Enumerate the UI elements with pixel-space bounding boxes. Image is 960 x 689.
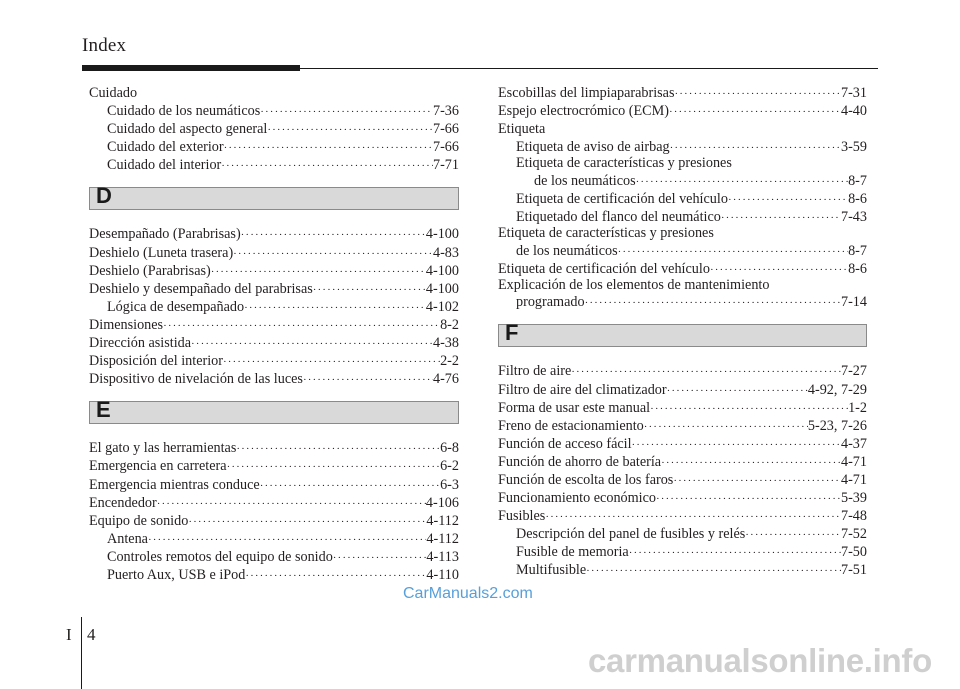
entry-page: 4-113 [426,548,459,565]
entry-page: 7-66 [432,139,459,156]
entry-page: 5-23, 7-26 [807,417,867,434]
index-entry[interactable] [89,244,459,262]
index-entry[interactable] [89,352,459,370]
dot-leader [313,285,426,296]
index-entry[interactable] [89,494,459,512]
index-entry[interactable] [498,435,867,453]
entry-label: Descripción del panel de fusibles y relés [516,526,746,543]
entry-label: Antena [107,530,148,547]
entry-label: Función de acceso fácil [498,435,632,452]
dot-leader [233,249,433,260]
entry-label: Deshielo (Luneta trasera) [89,244,234,261]
entry-page: 2-2 [440,353,459,370]
dot-leader [618,247,848,258]
section-letter-bar-d [89,183,459,210]
entry-page: 7-27 [840,363,867,380]
entry-page: 4-110 [426,566,459,583]
index-entry[interactable] [498,471,867,489]
entry-label: Etiquetado del flanco del neumático [516,209,721,226]
entry-label: Emergencia mientras conduce [89,476,260,493]
entry-label: Freno de estacionamiento [498,417,644,434]
index-entry[interactable] [89,370,459,388]
entry-page: 7-48 [840,508,867,525]
entry-label: Cuidado del interior [107,157,222,174]
dot-leader [669,107,841,118]
entry-label: Etiqueta de certificación del vehículo [498,260,710,277]
index-entry[interactable] [89,156,459,174]
dot-leader [267,125,433,136]
entry-label: Cuidado de los neumáticos [107,103,261,120]
index-entry[interactable] [498,417,867,435]
entry-page: 6-2 [440,458,459,475]
footer-section-letter: I [66,625,72,644]
entry-page: 8-6 [848,190,867,207]
entry-label: Forma de usar este manual [498,399,651,416]
dot-leader [211,267,426,278]
entry-page: 6-8 [440,440,459,457]
index-entry[interactable] [498,102,867,120]
entry-label: Dispositivo de nivelación de las luces [89,371,303,388]
index-entry[interactable] [89,225,459,243]
dot-leader [721,213,841,224]
index-entry[interactable] [498,399,867,417]
dot-leader [585,298,841,309]
entry-label: Puerto Aux, USB e iPod [107,566,246,583]
dot-leader [224,143,433,154]
index-heading-etiqueta: Etiqueta [498,121,546,138]
entry-label: Cuidado del aspecto general [107,121,268,138]
entry-label-line1: Etiqueta de características y presiones [498,225,714,242]
entry-label: Escobillas del limpiaparabrisas [498,85,675,101]
index-entry[interactable] [89,439,459,457]
entry-label: Filtro de aire [498,363,572,380]
entry-page: 7-43 [840,209,867,226]
entry-label: Etiqueta de aviso de airbag [516,139,670,156]
dot-leader [656,494,841,505]
index-entry[interactable] [89,280,459,298]
entry-page: 7-14 [840,294,867,311]
entry-page: 4-38 [432,335,459,352]
index-entry[interactable] [89,138,459,156]
entry-label: Disposición del interior [89,353,223,370]
entry-label: Lógica de desempañado [107,298,245,315]
dot-leader [745,530,841,541]
dot-leader [661,458,841,469]
entry-label: El gato y las herramientas [89,440,237,457]
index-entry[interactable] [498,543,867,561]
dot-leader [191,339,433,350]
index-entry[interactable] [498,190,867,208]
dot-leader [241,230,426,241]
entry-label: Encendedor [89,494,157,511]
entry-page: 7-66 [432,121,459,138]
entry-page: 4-106 [425,494,459,511]
dot-leader [188,517,426,528]
index-entry[interactable] [89,334,459,352]
entry-label-line2: de los neumáticos [534,172,636,189]
index-entry[interactable] [89,530,459,548]
entry-page: 7-51 [840,562,867,579]
section-letter-bar-e [89,397,459,424]
dot-leader [260,481,440,492]
entry-page: 8-6 [848,260,867,277]
entry-page: 8-2 [440,316,459,333]
entry-page: 4-112 [426,530,459,547]
footer-page-number: 4 [87,625,96,644]
entry-page: 3-59 [840,139,867,156]
dot-leader [667,386,808,397]
index-entry[interactable] [498,362,867,380]
dot-leader [636,177,848,188]
entry-label: Multifusible [516,562,587,579]
entry-page: 4-76 [432,371,459,388]
entry-page: 4-37 [840,435,867,452]
index-column-left [89,84,459,584]
section-letter: F [505,320,519,346]
index-entry[interactable] [89,120,459,138]
index-entry[interactable] [498,453,867,471]
dot-leader [227,462,441,473]
entry-page: 4-71 [840,472,867,488]
entry-label: Etiqueta de certificación del vehículo [516,190,728,207]
entry-page: 1-2 [848,399,867,416]
index-heading-cuidado: Cuidado [89,85,138,101]
page-header-title: Index [82,35,127,56]
entry-page: 7-31 [840,85,867,101]
index-entry[interactable] [89,262,459,280]
footer-divider [81,617,82,689]
dot-leader [673,476,841,487]
entry-label: Deshielo y desempañado del parabrisas [89,280,313,297]
dot-leader [586,566,841,577]
entry-page: 4-112 [426,512,459,529]
entry-label: Fusible de memoria [516,544,629,561]
dot-leader [303,375,433,386]
entry-page: 4-100 [425,280,459,297]
entry-label: Controles remotos del equipo de sonido [107,548,333,565]
index-entry[interactable] [89,512,459,530]
dot-leader [670,143,841,154]
entry-label: Emergencia en carretera [89,458,227,475]
index-entry[interactable] [498,489,867,507]
dot-leader [632,440,841,451]
index-entry[interactable] [498,84,867,102]
entry-page: 4-102 [425,298,459,315]
entry-page: 7-71 [432,157,459,174]
entry-label: Cuidado del exterior [107,139,224,156]
index-entry[interactable] [498,138,867,156]
section-letter: E [96,397,111,423]
dot-leader [675,89,841,100]
entry-page: 8-7 [848,172,867,189]
index-entry[interactable] [89,316,459,334]
dot-leader [650,404,848,415]
dot-leader [545,512,841,523]
entry-page: 7-36 [432,103,459,120]
entry-page: 4-100 [425,226,459,243]
entry-page: 5-39 [840,490,867,507]
dot-leader [223,357,440,368]
dot-leader [260,107,433,118]
header-rule-thin [300,68,878,69]
entry-page: 4-100 [425,262,459,279]
index-entry[interactable] [498,381,867,399]
entry-page: 7-52 [840,526,867,543]
index-entry-multiline[interactable] [498,226,867,260]
entry-label: Fusibles [498,508,546,525]
entry-label-line2: de los neumáticos [516,242,618,259]
entry-label-line1: Etiqueta de características y presiones [516,155,732,172]
dot-leader [221,161,433,172]
dot-leader [163,321,440,332]
index-entry[interactable] [498,525,867,543]
entry-page: 4-40 [840,103,867,120]
entry-label: Espejo electrocrómico (ECM) [498,103,669,120]
index-entry[interactable] [498,507,867,525]
entry-label: Funcionamiento económico [498,490,656,507]
entry-page: 7-50 [840,544,867,561]
index-entry[interactable] [498,208,867,226]
index-entry[interactable] [89,566,459,584]
header-rule-thick [82,65,300,71]
dot-leader [728,195,848,206]
dot-leader [710,265,848,276]
index-entry-multiline[interactable] [498,278,867,312]
section-letter-bar-f [498,320,867,347]
index-entry[interactable] [89,298,459,316]
index-entry[interactable] [89,476,459,494]
dot-leader [245,571,426,582]
entry-page: 4-92, 7-29 [807,381,867,398]
entry-label: Equipo de sonido [89,512,189,529]
dot-leader [629,548,841,559]
entry-label: Dimensiones [89,316,164,333]
entry-label: Deshielo (Parabrisas) [89,262,211,279]
dot-leader [236,444,440,455]
dot-leader [148,535,426,546]
index-entry[interactable] [89,102,459,120]
entry-label: Dirección asistida [89,335,192,352]
entry-label-line1: Explicación de los elementos de mantenimiento [498,276,770,293]
dot-leader [644,422,808,433]
dot-leader [571,367,841,378]
watermark-carmanualsonline: carmanualsonline.info [588,642,932,679]
entry-label: Función de escolta de los faros [498,472,674,488]
entry-label-line2: programado [516,294,585,311]
entry-page: 6-3 [440,476,459,493]
dot-leader [333,553,427,564]
index-entry[interactable] [89,457,459,475]
dot-leader [157,499,426,510]
entry-page: 8-7 [848,242,867,259]
index-column-right [498,84,867,580]
index-entry[interactable] [498,561,867,579]
entry-page: 4-83 [432,244,459,261]
index-entry-multiline[interactable] [498,156,867,190]
section-letter: D [96,183,112,209]
index-entry[interactable] [89,548,459,566]
index-entry[interactable] [498,260,867,278]
entry-label: Desempañado (Parabrisas) [89,226,241,243]
dot-leader [244,303,426,314]
entry-page: 4-71 [840,453,867,470]
entry-label: Filtro de aire del climatizador [498,381,667,398]
watermark-carmanuals2: CarManuals2.com [403,585,533,602]
entry-label: Función de ahorro de batería [498,453,662,470]
